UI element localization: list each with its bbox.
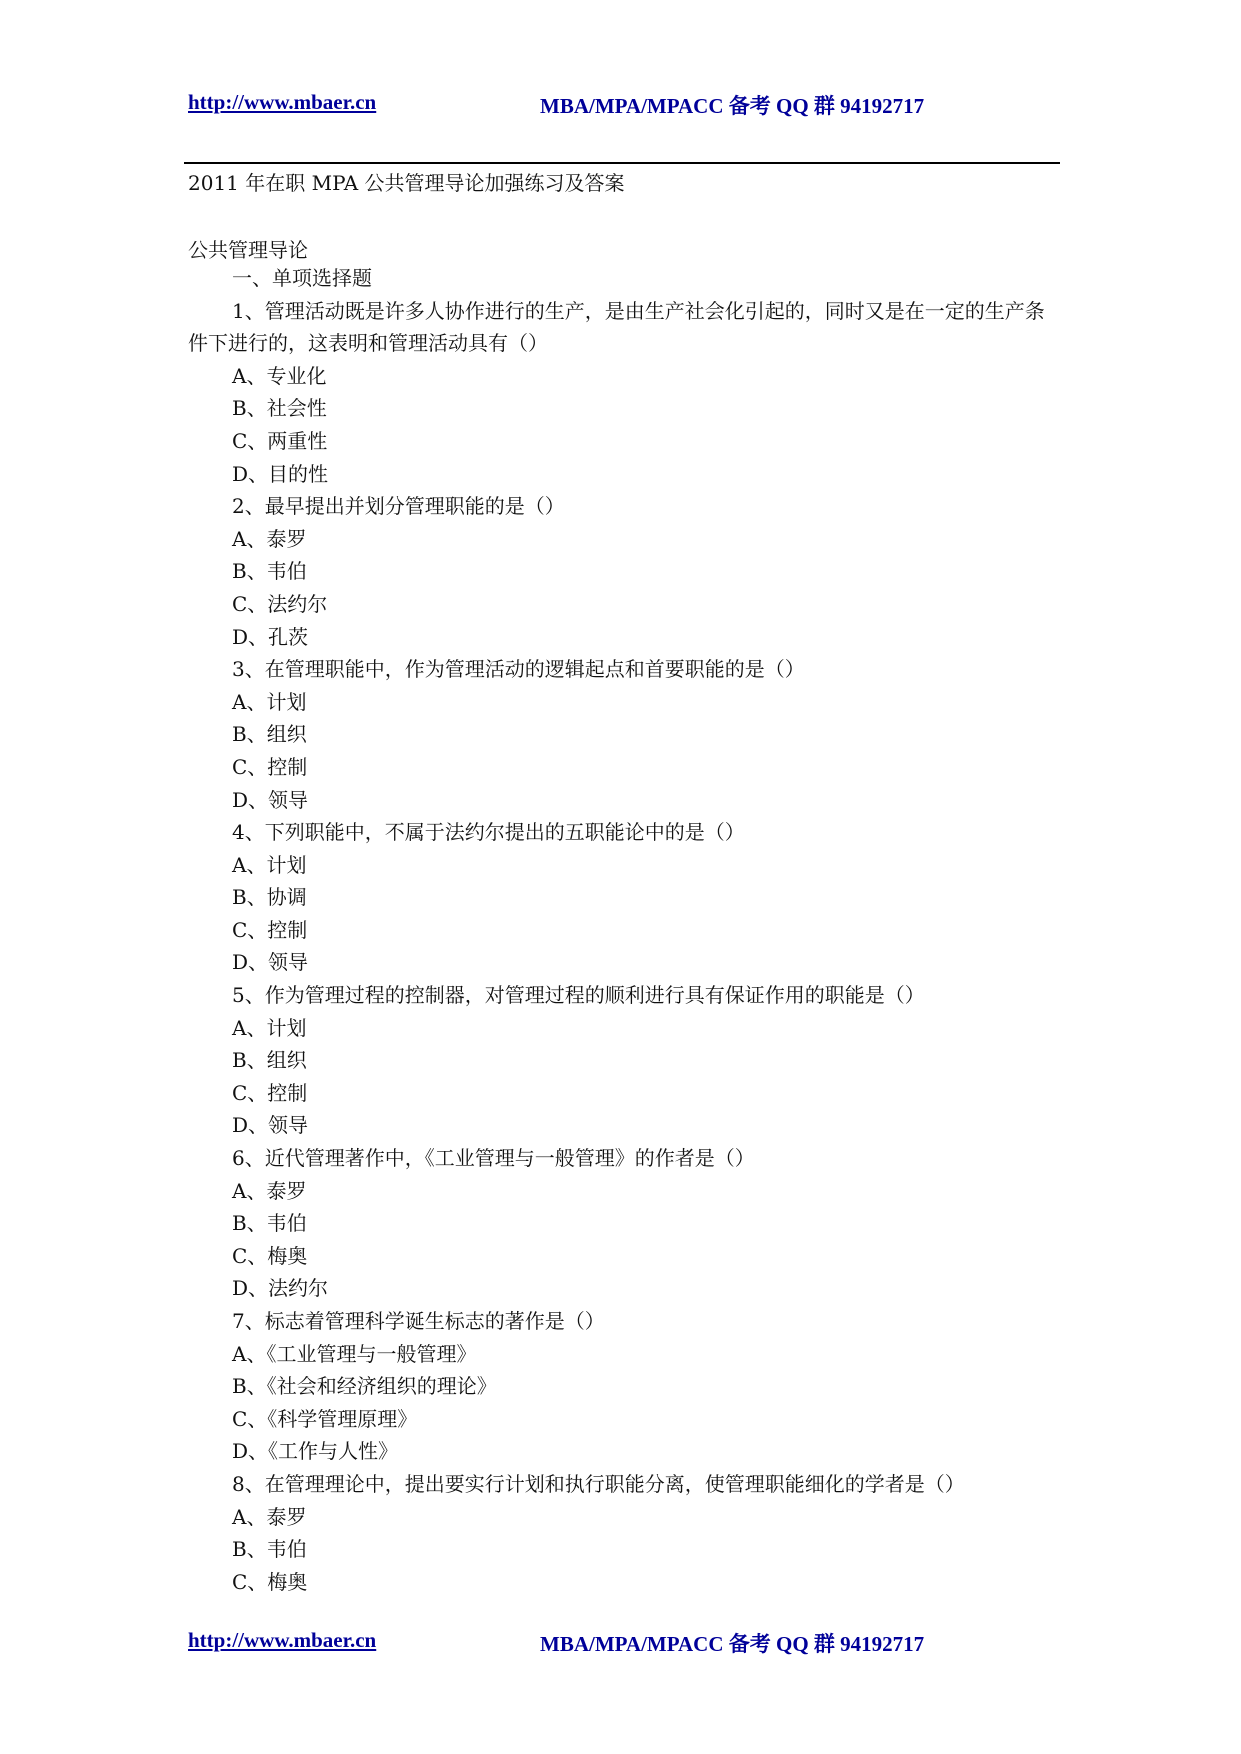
section-heading: 一、单项选择题 xyxy=(232,266,372,290)
answer-option: C、法约尔 xyxy=(232,591,328,616)
answer-option: A、专业化 xyxy=(232,363,327,388)
answer-option: C、控制 xyxy=(232,917,308,942)
answer-option: A、泰罗 xyxy=(232,1504,307,1529)
question-text: 5、作为管理过程的控制器，对管理过程的顺利进行具有保证作用的职能是（） xyxy=(232,983,925,1008)
answer-option: A、泰罗 xyxy=(232,526,307,551)
answer-option: D、《工作与人性》 xyxy=(232,1439,399,1464)
answer-option: B、组织 xyxy=(232,1048,307,1073)
answer-option: C、《科学管理原理》 xyxy=(232,1406,418,1431)
question-text: 1、管理活动既是许多人协作进行的生产，是由生产社会化引起的，同时又是在一定的生产条件下进行的，这表明和管理活动具有（） xyxy=(188,298,1045,356)
answer-option: D、目的性 xyxy=(232,461,329,486)
answer-option: D、孔茨 xyxy=(232,624,309,649)
answer-option: A、《工业管理与一般管理》 xyxy=(232,1341,477,1366)
question-text: 6、近代管理著作中，《工业管理与一般管理》的作者是（） xyxy=(232,1146,755,1171)
answer-option: B、韦伯 xyxy=(232,1211,307,1236)
header-divider xyxy=(184,162,1060,164)
answer-option: D、领导 xyxy=(232,1113,309,1138)
footer-website-link[interactable]: http://www.mbaer.cn xyxy=(188,1628,377,1652)
answer-option: A、计划 xyxy=(232,852,307,877)
question-text: 7、标志着管理科学诞生标志的著作是（） xyxy=(232,1309,605,1333)
answer-option: C、控制 xyxy=(232,754,308,779)
answer-option: A、计划 xyxy=(232,1015,307,1040)
answer-option: B、组织 xyxy=(232,722,307,747)
answer-option: D、领导 xyxy=(232,950,309,975)
answer-option: C、梅奥 xyxy=(232,1243,308,1268)
header-website-link[interactable]: http://www.mbaer.cn xyxy=(188,90,377,114)
answer-option: C、控制 xyxy=(232,1080,308,1105)
answer-option: C、两重性 xyxy=(232,428,328,453)
header-qq-group: MBA/MPA/MPACC 备考 QQ 群 94192717 xyxy=(540,94,925,118)
answer-option: B、社会性 xyxy=(232,396,327,421)
question-body xyxy=(188,262,1058,1598)
subject-heading: 公共管理导论 xyxy=(188,238,308,262)
answer-option: B、韦伯 xyxy=(232,559,307,584)
document-title: 2011 年在职 MPA 公共管理导论加强练习及答案 xyxy=(188,171,625,195)
question-text: 2、最早提出并划分管理职能的是（） xyxy=(232,494,565,519)
page-header xyxy=(188,90,1068,120)
answer-option: D、领导 xyxy=(232,787,309,812)
answer-option: C、梅奥 xyxy=(232,1569,308,1594)
footer-qq-group: MBA/MPA/MPACC 备考 QQ 群 94192717 xyxy=(540,1632,925,1656)
question-text: 4、下列职能中，不属于法约尔提出的五职能论中的是（） xyxy=(232,820,745,845)
question-text: 3、在管理职能中，作为管理活动的逻辑起点和首要职能的是（） xyxy=(232,657,805,682)
answer-option: A、泰罗 xyxy=(232,1178,307,1203)
question-text: 8、在管理理论中，提出要实行计划和执行职能分离，使管理职能细化的学者是（） xyxy=(232,1471,965,1496)
answer-option: B、协调 xyxy=(232,885,307,910)
answer-option: B、《社会和经济组织的理论》 xyxy=(232,1374,497,1399)
page-footer xyxy=(188,1628,1068,1658)
answer-option: B、韦伯 xyxy=(232,1537,307,1562)
answer-option: A、计划 xyxy=(232,689,307,714)
answer-option: D、法约尔 xyxy=(232,1276,329,1301)
